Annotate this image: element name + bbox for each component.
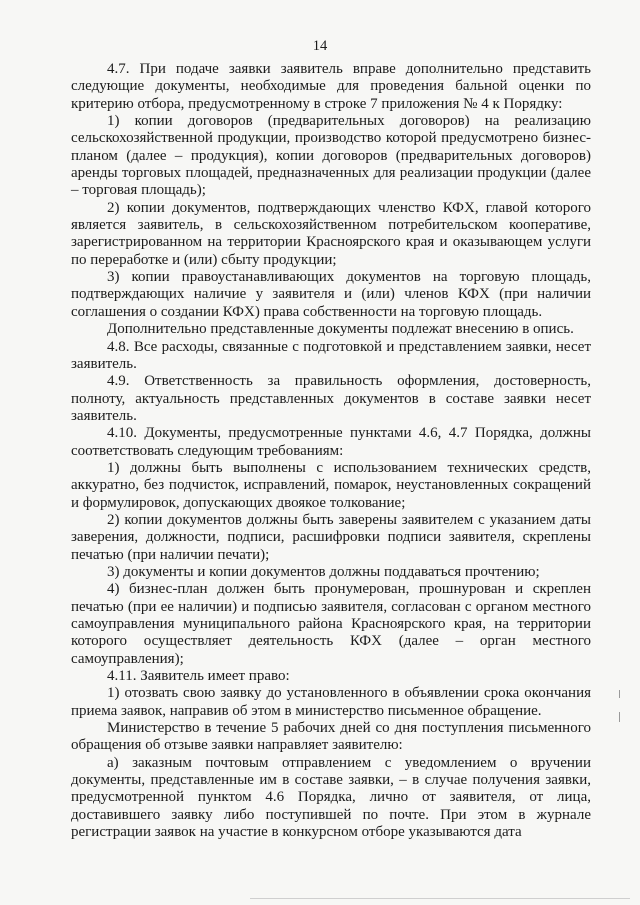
paragraph-4-7: 4.7. При подаче заявки заявитель вправе дополнительно представить следующие документы, необходимые для проведения бальной оценки по критерию отбора, предусмотренному в строке 7 приложения № 4 к Порядку: — [71, 61, 591, 112]
paragraph-4-7-item-1: 1) копии договоров (предварительных договоров) на реализацию сельскохозяйственной продукции, производство которой предусмотрено бизнес-планом (далее – продукция), копии договоров (предварительных договоров) аренды торговых площадей, предназначенных для реализации продукции (далее – торговая площадь); — [71, 113, 591, 199]
paragraph-4-8: 4.8. Все расходы, связанные с подготовкой и представлением заявки, несет заявитель. — [71, 338, 591, 372]
paragraph-4-11: 4.11. Заявитель имеет право: — [107, 668, 290, 685]
paragraph-4-7-item-3: 3) копии правоустанавливающих документов на торговую площадь, подтверждающих наличие у заявителя и (или) членов КФХ (при наличии соглашения о создании КФХ) права собственности на торговую площадь. — [71, 269, 591, 320]
document-body — [71, 61, 591, 841]
scan-bottom-edge-line — [250, 898, 630, 899]
paragraph-4-10-item-4: 4) бизнес-план должен быть пронумерован, прошнурован и скреплен печатью (при ее наличии) и подписью заявителя, согласован с органом местного самоуправления муниципального района Красноярского края, на территории которого осуществляет деятельность КФХ (далее – орган местного самоуправления); — [71, 581, 591, 667]
paragraph-4-10-item-2: 2) копии документов должны быть заверены заявителем с указанием даты заверения, должности, подписи, расшифровки подписи заявителя, скреплены печатью (при наличии печати); — [71, 511, 591, 563]
paragraph-4-9: 4.9. Ответственность за правильность оформления, достоверность, полноту, актуальность представленных документов в составе заявки несет заявитель. — [71, 373, 591, 424]
paragraph-4-10-item-1: 1) должны быть выполнены с использованием технических средств, аккуратно, без подчисток, исправлений, помарок, неустановленных сокращений и формулировок, допускающих двоякое толкование; — [71, 459, 591, 511]
paragraph-ministry-response: Министерство в течение 5 рабочих дней со дня поступления письменного обращения об отзыве заявки направляет заявителю: — [71, 720, 591, 754]
paragraph-4-7-item-2: 2) копии документов, подтверждающих членство КФХ, главой которого является заявитель, в сельскохозяйственном потребительском кооперативе, зарегистрированном на территории Красноярского края и оказывающем услуги по переработке и (или) сбыту продукции; — [71, 199, 591, 268]
page-number: 14 — [312, 38, 328, 54]
paragraph-inventory-note: Дополнительно представленные документы подлежат внесению в опись. — [107, 321, 574, 338]
scan-artifact-mark — [619, 712, 620, 722]
paragraph-ministry-response-item-a: а) заказным почтовым отправлением с уведомлением о вручении документы, представленные им в составе заявки, – в случае получения заявки, предусмотренной пунктом 4.6 Порядка, лично от заявителя, от лица, доставившего заявку либо поступившей по почте. При этом в журнале регистрации заявок на участие в конкурсном отборе указываются дата — [71, 754, 591, 841]
paragraph-4-10: 4.10. Документы, предусмотренные пунктами 4.6, 4.7 Порядка, должны соответствовать следующим требованиям: — [71, 425, 591, 459]
scan-artifact-mark — [619, 690, 620, 698]
paragraph-4-11-item-1: 1) отозвать свою заявку до установленного в объявлении срока окончания приема заявок, направив об этом в министерство письменное обращение. — [71, 685, 591, 719]
paragraph-4-10-item-3: 3) документы и копии документов должны поддаваться прочтению; — [107, 563, 540, 580]
